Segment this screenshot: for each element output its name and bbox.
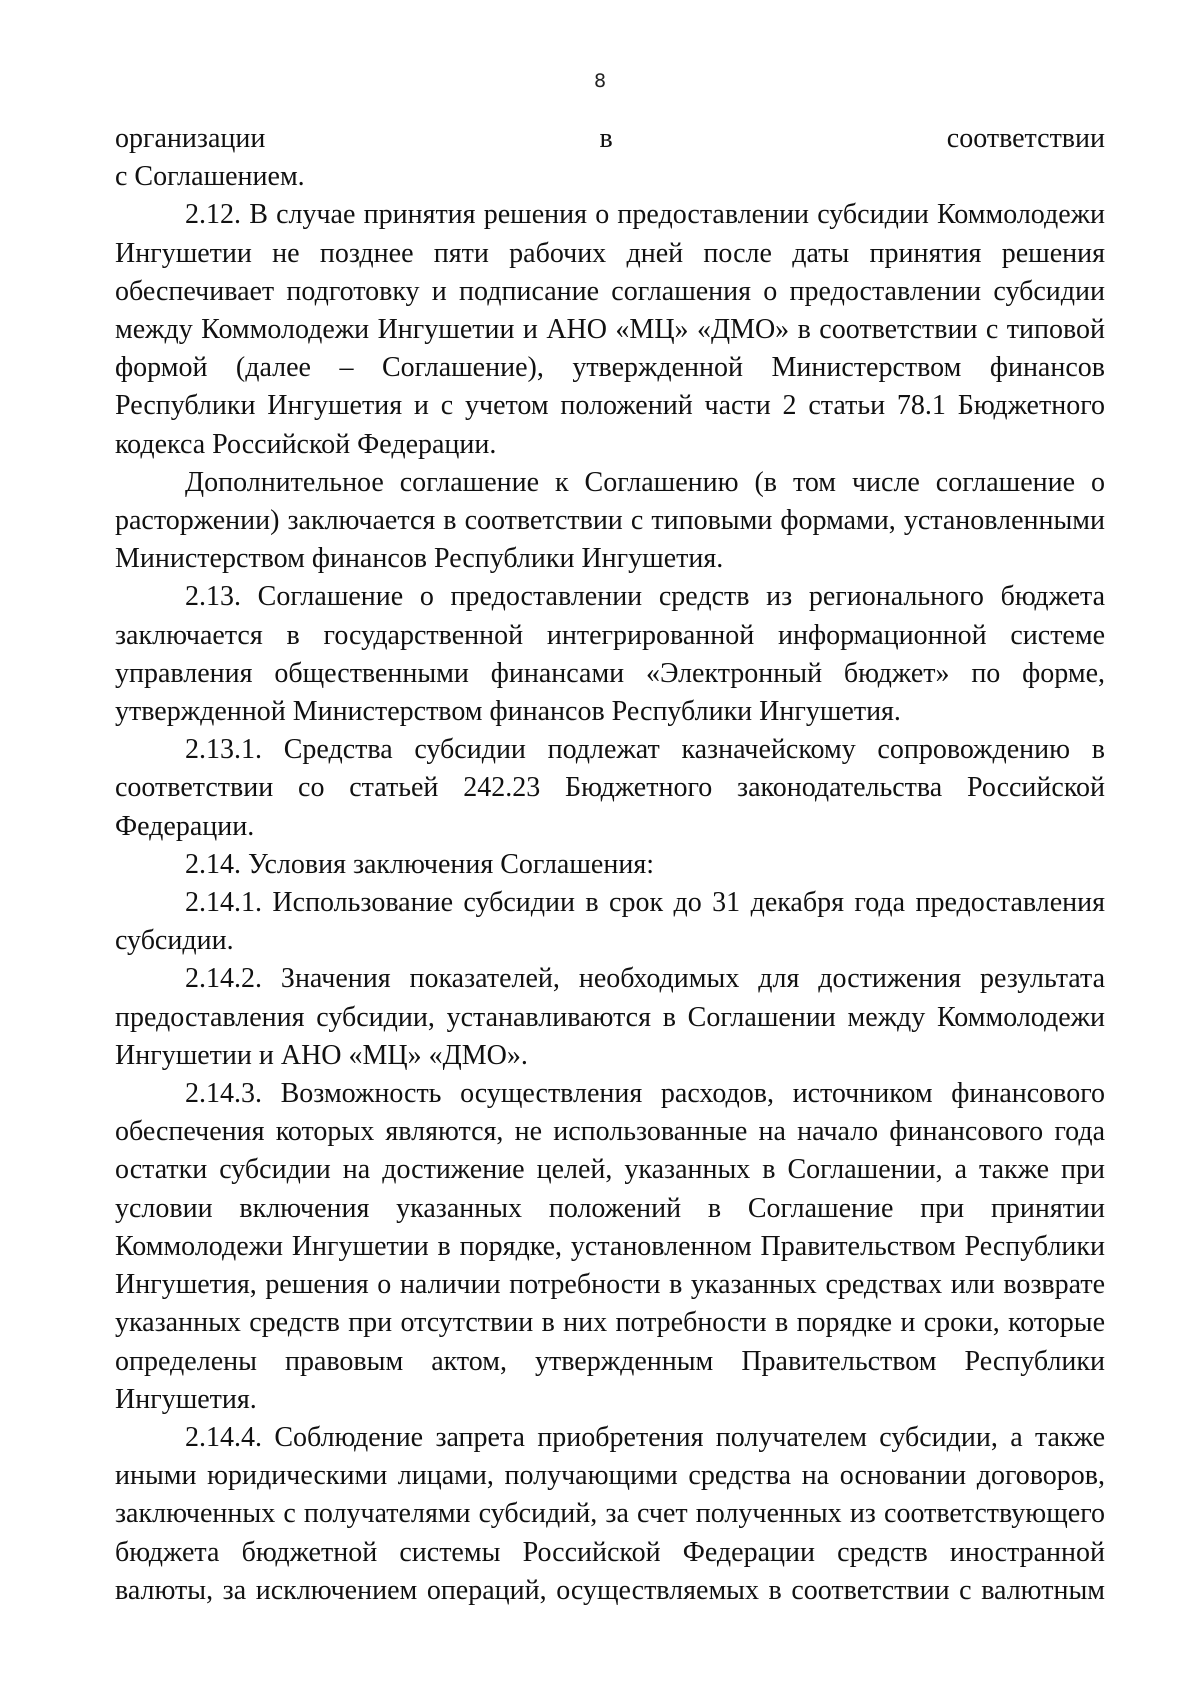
paragraph-2-12: 2.12. В случае принятия решения о предоставлении субсидии Коммолодежи Ингушетии не позднее пяти рабочих дней после даты принятия решения обеспечивает подготовку и подписание соглашения о предоставлении субсидии между Коммолодежи Ингушетии и АНО «МЦ» «ДМО» в соответствии с типовой формой (далее – Соглашение), утвержденной Министерством финансов Республики Ингушетия и с учетом положений части 2 статьи 78.1 Бюджетного кодекса Российской Федерации. xyxy=(115,199,1105,460)
paragraph-additional-agreement: Дополнительное соглашение к Соглашению (в том числе соглашение о расторжении) заключается в соответствии с типовыми формами, установленными Министерством финансов Республики Ингушетия. xyxy=(115,466,1105,575)
paragraph-continuation-end: с Соглашением. xyxy=(115,161,305,193)
paragraph-2-14: 2.14. Условия заключения Соглашения: xyxy=(185,848,654,880)
paragraph-2-13-1: 2.13.1. Средства субсидии подлежат казначейскому сопровождению в соответствии со статьей 242.23 Бюджетного законодательства Российской Федерации. xyxy=(115,734,1105,842)
page-number: 8 xyxy=(593,70,607,92)
paragraph-2-13: 2.13. Соглашение о предоставлении средств из регионального бюджета заключается в государственной интегрированной информационной системе управления общественными финансами «Электронный бюджет» по форме, утвержденной Министерством финансов Республики Ингушетия. xyxy=(115,581,1105,728)
paragraph-2-14-3: 2.14.3. Возможность осуществления расходов, источником финансового обеспечения которых являются, не использованные на начало финансового года остатки субсидии на достижение целей, указанных в Соглашении, а также при условии включения указанных положений в Соглашение при принятии Коммолодежи Ингушетии в порядке, установленном Правительством Республики Ингушетия, решения о наличии потребности в указанных средствах или возврате указанных средств при отсутствии в них потребности в порядке и сроки, которые определены правовым актом, утвержденным Правительством Республики Ингушетия. xyxy=(115,1078,1105,1415)
paragraph-2-14-4: 2.14.4. Соблюдение запрета приобретения получателем субсидии, а также иными юридическими лицами, получающими средства на основании договоров, заключенных с получателями субсидий, за счет полученных из соответствующего бюджета бюджетной системы Российской Федерации средств иностранной валюты, за исключением операций, осуществляемых в соответствии с валютным xyxy=(115,1421,1105,1606)
paragraph-2-14-2: 2.14.2. Значения показателей, необходимых для достижения результата предоставления субсидии, устанавливаются в Соглашении между Коммолодежи Ингушетии и АНО «МЦ» «ДМО». xyxy=(115,963,1105,1071)
paragraph-2-14-1: 2.14.1. Использование субсидии в срок до 31 декабря года предоставления субсидии. xyxy=(115,887,1105,957)
paragraph-continuation: организации в соответствии xyxy=(115,123,1105,154)
document-body xyxy=(115,120,1105,1610)
